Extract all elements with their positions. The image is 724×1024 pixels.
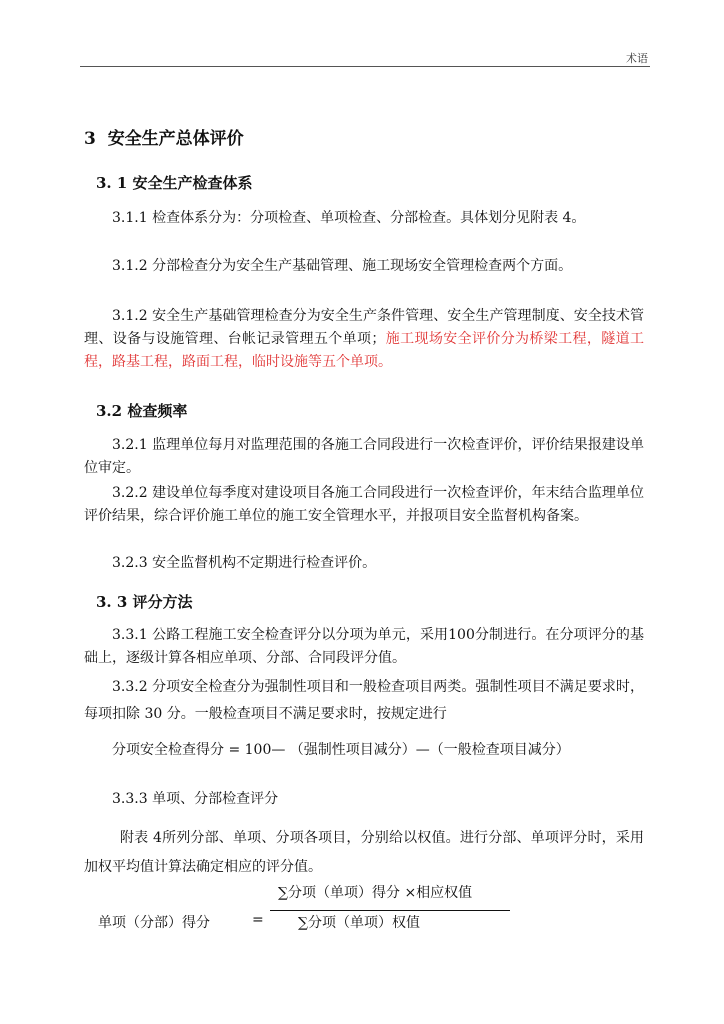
paragraph-3-3-4: 附表 4所列分部、单项、分项各项目，分别给以权值。进行分部、单项评分时，采用加权平均值计算法确定相应的评分值。	[84, 830, 644, 875]
header-rule	[80, 66, 650, 67]
section-title: 安全生产总体评价	[107, 129, 244, 149]
fraction-bar	[270, 910, 510, 911]
section-heading	[84, 124, 644, 149]
paragraph-3-3-1: 3.3.1 公路工程施工安全检查评分以分项为单元，采用100分制进行。在分项评分的基础上，逐级计算各相应单项、分部、合同段评分值。	[84, 627, 644, 666]
header-text: 术语	[626, 52, 648, 65]
paragraph-3-1-3	[84, 305, 644, 374]
highlighted-text: 施工现场安全评价分为桥梁工程，隧道工程，路基工程，路面工程，临时设施等五个单项。	[84, 331, 645, 370]
paragraph-3-3-2: 3.3.2 分项安全检查分为强制性项目和一般检查项目两类。强制性项目不满足要求时，每项扣除 30 分。一般检查项目不满足要求时，按规定进行	[84, 679, 644, 722]
subsection-heading-3-1: 3. 1 安全生产检查体系	[96, 174, 253, 192]
paragraph-3-2-3: 3.2.3 安全监督机构不定期进行检查评价。	[112, 555, 377, 571]
subsection-heading-3-3: 3. 3 评分方法	[96, 593, 193, 611]
paragraph-3-2-2: 3.2.2 建设单位每季度对建设项目各施工合同段进行一次检查评价，年末结合监理单位评价结果，综合评价施工单位的施工安全管理水平，并报项目安全监督机构备案。	[84, 485, 644, 524]
paragraph-3-3-3: 3.3.3 单项、分部检查评分	[112, 791, 279, 807]
paragraph-3-2-1: 3.2.1 监理单位每月对监理范围的各施工合同段进行一次检查评价，评价结果报建设单位审定。	[84, 437, 644, 476]
formula-denominator: ∑分项（单项）权值	[298, 915, 420, 931]
formula-lhs: 单项（分部）得分	[98, 915, 210, 931]
paragraph-3-1-3-text: 3.1.2 安全生产基础管理检查分为安全生产条件管理、安全生产管理制度、安全技术管理、设备与设施管理、台帐记录管理五个单项；	[84, 308, 644, 347]
subsection-heading-3-2: 3.2 检查频率	[96, 402, 188, 420]
section-number: 3	[84, 129, 96, 149]
paragraph-3-1-2: 3.1.2 分部检查分为安全生产基础管理、施工现场安全管理检查两个方面。	[112, 258, 573, 274]
paragraph-3-1-1: 3.1.1 检查体系分为：分项检查、单项检查、分部检查。具体划分见附表 4。	[112, 210, 586, 226]
formula-numerator: ∑分项（单项）得分 ×相应权值	[278, 885, 473, 901]
formula-score: 分项安全检查得分 = 100— （强制性项目减分）—（一般检查项目减分）	[112, 742, 570, 758]
formula-equals: =	[252, 912, 264, 928]
